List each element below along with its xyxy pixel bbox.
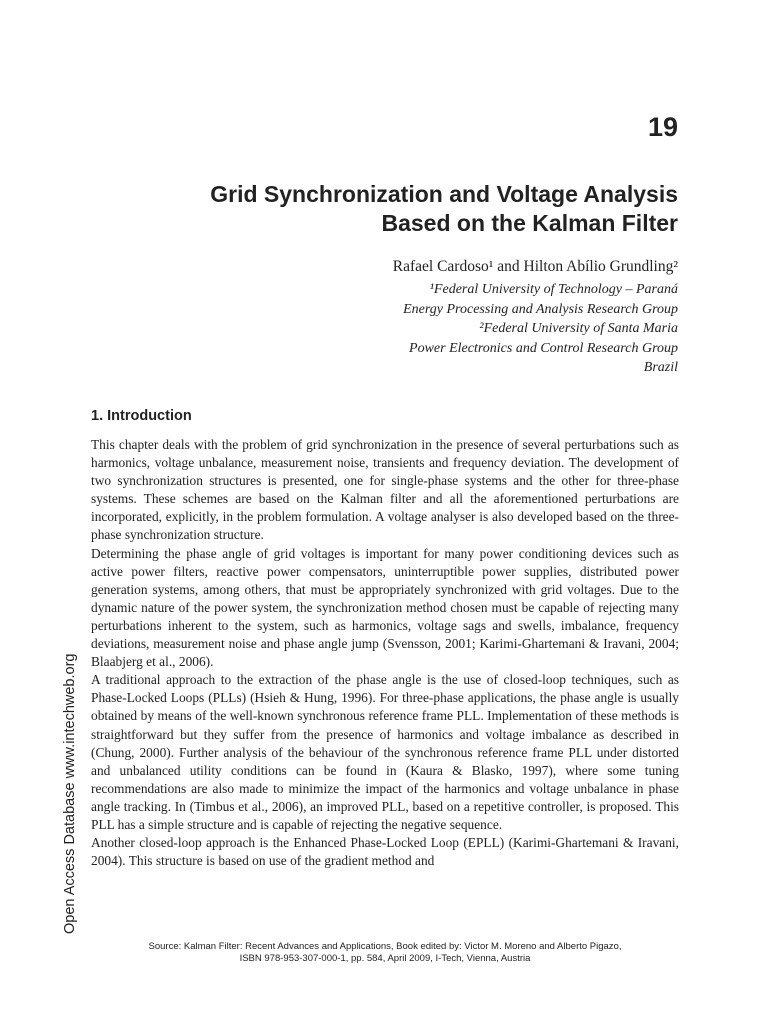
affiliation-line: ¹Federal University of Technology – Paraná <box>429 282 678 297</box>
source-footnote <box>91 941 679 965</box>
affiliation-line: Brazil <box>643 360 678 375</box>
source-line-2: ISBN 978-953-307-000-1, pp. 584, April 2009, I-Tech, Vienna, Austria <box>239 953 531 964</box>
affiliation-line: ²Federal University of Santa Maria <box>479 321 678 336</box>
authors: Rafael Cardoso¹ and Hilton Abílio Grundling² <box>392 258 678 275</box>
chapter-number: 19 <box>647 112 678 142</box>
body-text <box>91 436 679 870</box>
paragraph: Determining the phase angle of grid voltages is important for many power conditioning devices such as active power filters, reactive power compensators, uninterruptible power supplies, distributed power generation systems, among others, that must be appropriately synchronized with grid voltages. Due to the dynamic nature of the power system, the synchronization method chosen must be capable of rejecting many perturbations inherent to the system, such as harmonics, voltage sags and swells, imbalance, frequency deviations, measurement noise and phase angle jump (Svensson, 2001; Karimi-Ghartemani & Iravani, 2004; Blaabjerg et al., 2006). <box>91 545 679 670</box>
side-watermark-text: Open Access Database www.intechweb.org <box>62 653 78 934</box>
chapter-title-line-1: Grid Synchronization and Voltage Analysis <box>210 181 678 207</box>
affiliation-line: Energy Processing and Analysis Research Group <box>403 301 678 317</box>
paragraph: A traditional approach to the extraction of the phase angle is the use of closed-loop techniques, such as Phase-Locked Loops (PLLs) (Hsieh & Hung, 1996). For three-phase applications, the phase angle is usually obtained by means of the well-known synchronous reference frame PLL. Implementation of these methods is straightforward but they suffer from the presence of harmonics and voltage imbalance as described in (Chung, 2000). Further analysis of the behaviour of the synchronous reference frame PLL under distorted and unbalanced utility conditions can be found in (Kaura & Blasko, 1997), where some tuning recommendations are also made to minimize the impact of the harmonics and voltage unbalance in phase angle tracking. In (Timbus et al., 2006), an improved PLL, based on a repetitive controller, is proposed. This PLL has a simple structure and is capable of rejecting the negative sequence. <box>91 672 679 832</box>
paragraph: Another closed-loop approach is the Enhanced Phase-Locked Loop (EPLL) (Karimi-Ghartemani & Iravani, 2004). This structure is based on use of the gradient method and <box>91 835 679 869</box>
affiliations <box>158 280 678 378</box>
section-heading: 1. Introduction <box>91 408 192 424</box>
chapter-title-line-2: Based on the Kalman Filter <box>381 210 678 236</box>
affiliation-line: Power Electronics and Control Research Group <box>409 340 678 356</box>
source-line-1: Source: Kalman Filter: Recent Advances and Applications, Book edited by: Victor M. Moreno and Alberto Pigazo, <box>148 941 622 952</box>
chapter-title <box>78 180 678 238</box>
paragraph: This chapter deals with the problem of grid synchronization in the presence of several perturbations such as harmonics, voltage unbalance, measurement noise, transients and frequency deviation. The development of two synchronization structures is presented, one for single-phase systems and the other for three-phase systems. These schemes are based on the Kalman filter and all the aforementioned perturbations are incorporated, explicitly, in the problem formulation. A voltage analyser is also developed based on the three-phase synchronization structure. <box>91 437 679 543</box>
